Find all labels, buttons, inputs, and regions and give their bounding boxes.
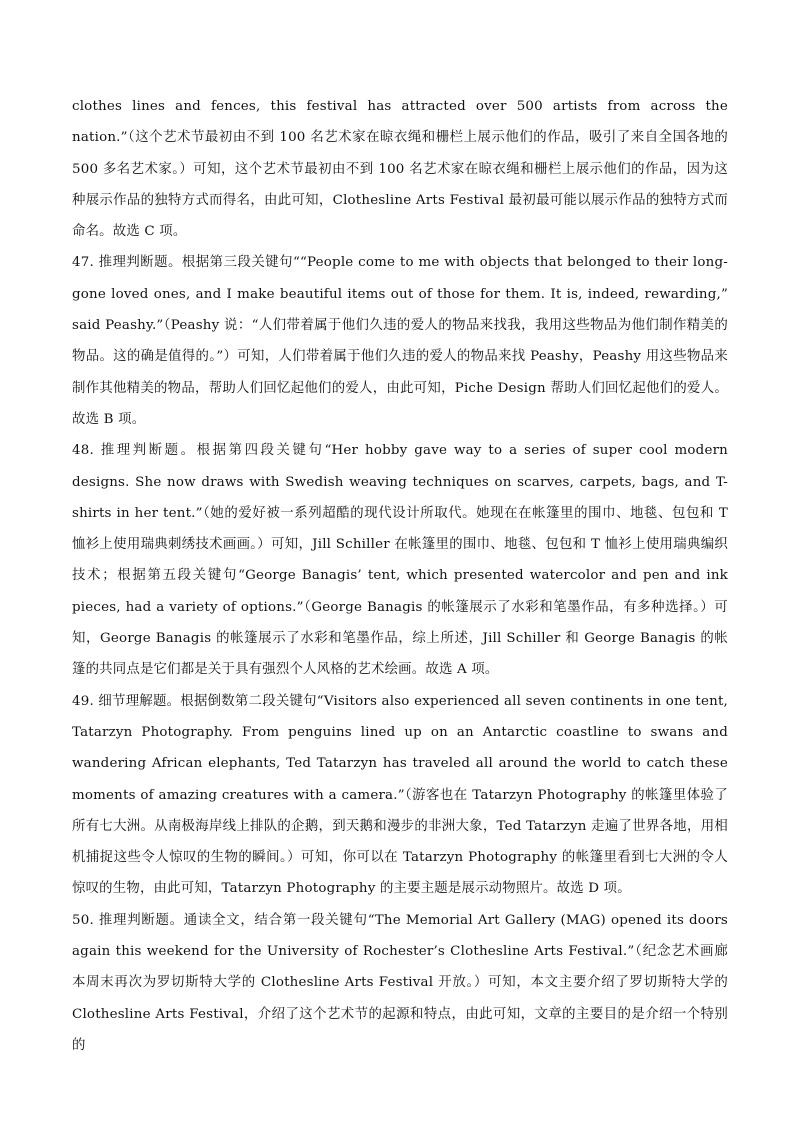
- paragraph-46-continued: clothes lines and fences, this festival has attracted over 500 artists from across the nation.”（这个艺术节最初由不到 100 名艺术家在晾衣绳和栅栏上展示他们的作品，吸引了来自全国各地的 500 多名艺术家。）可知，这个艺术节最初由不到 100 名艺术家在晾衣绳和栅栏上展示他们的作品，因为这种展示作品的独特方式而得名，由此可知，Clothesline Arts Festival 最初最可能以展示作品的独特方式而命名。故选 C 项。: [72, 99, 728, 240]
- answer-explanation-page: [72, 91, 728, 1061]
- paragraph-47-explanation: 47. 推理判断题。根据第三段关键句““People come to me with objects that belonged to their long-gone loved ones, and I make beautiful items out of those for them. It is, indeed, rewarding,” said Peashy.”（Peashy 说：“人们带着属于他们久违的爱人的物品来找我，我用这些物品为他们制作精美的物品。这的确是值得的。”）可知，人们带着属于他们久违的爱人的物品来找 Peashy，Peashy 用这些物品来制作其他精美的物品，帮助人们回忆起他们的爱人，由此可知，Piche Design 帮助人们回忆起他们的爱人。故选 B 项。: [72, 255, 728, 427]
- paragraph-49-explanation: 49. 细节理解题。根据倒数第二段关键句“Visitors also experienced all seven continents in one tent, Tatarzyn Photography. From penguins lined up on an Antarctic coastline to swans and wandering African elephants, Ted Tatarzyn has traveled all around the world to catch these moments of amazing creatures with a camera.”（游客也在 Tatarzyn Photography 的帐篷里体验了所有七大洲。从南极海岸线上排队的企鹅，到天鹅和漫步的非洲大象，Ted Tatarzyn 走遍了世界各地，用相机捕捉这些令人惊叹的生物的瞬间。）可知，你可以在 Tatarzyn Photography 的帐篷里看到七大洲的令人惊叹的生物，由此可知，Tatarzyn Photography 的主要主题是展示动物照片。故选 D 项。: [72, 693, 728, 897]
- paragraph-48-explanation: 48. 推理判断题。根据第四段关键句“Her hobby gave way to a series of super cool modern designs. She now draws with Swedish weaving techniques on scarves, carpets, bags, and T-shirts in her tent.”（她的爱好被一系列超酷的现代设计所取代。她现在在帐篷里的围巾、地毯、包包和 T 恤衫上使用瑞典刺绣技术画画。）可知，Jill Schiller 在帐篷里的围巾、地毯、包包和 T 恤衫上使用瑞典编织技术；根据第五段关键句“George Banagis’ tent, which presented watercolor and pen and ink pieces, had a variety of options.”（George Banagis 的帐篷展示了水彩和笔墨作品，有多种选择。）可知，George Banagis 的帐篷展示了水彩和笔墨作品，综上所述，Jill Schiller 和 George Banagis 的帐篷的共同点是它们都是关于具有强烈个人风格的艺术绘画。故选 A 项。: [72, 443, 728, 678]
- paragraph-50-explanation: 50. 推理判断题。通读全文，结合第一段关键句“The Memorial Art Gallery (MAG) opened its doors again this weekend for the University of Rochester’s Clothesline Arts Festival.”（纪念艺术画廊本周末再次为罗切斯特大学的 Clothesline Arts Festival 开放。）可知，本文主要介绍了罗切斯特大学的 Clothesline Arts Festival，介绍了这个艺术节的起源和特点，由此可知，文章的主要目的是介绍一个特别的: [72, 912, 728, 1053]
